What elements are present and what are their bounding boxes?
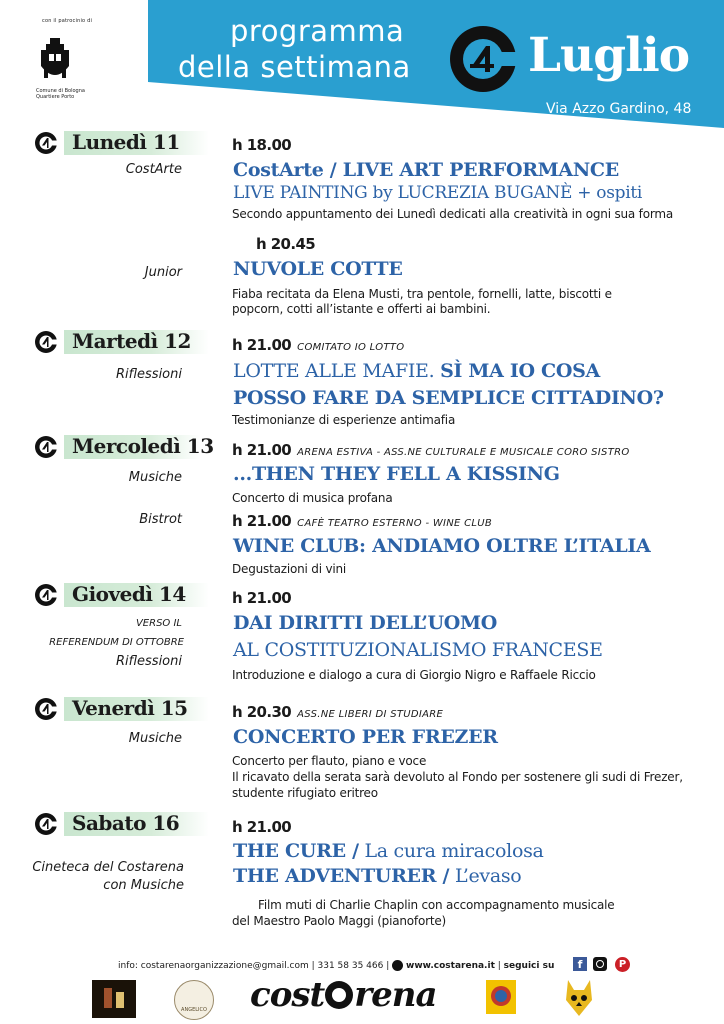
- costarena-logo-icon: [325, 981, 353, 1009]
- facebook-icon[interactable]: f: [573, 957, 587, 971]
- event-category: Musiche: [128, 470, 182, 485]
- venue-address: Via Azzo Gardino, 48: [546, 101, 692, 117]
- event-title-line2: POSSO FARE DA SEMPLICE CITTADINO?: [233, 387, 664, 409]
- event-title: LOTTE ALLE MAFIE. SÌ MA IO COSA: [233, 360, 600, 382]
- event-time: h 21.00 COMITATO IO LOTTO: [232, 336, 405, 354]
- event-description: Il ricavato della serata sarà devoluto al Fondo per sostenere gli sudi di Frezer,: [232, 770, 683, 784]
- day-name: Venerdì 15: [72, 696, 188, 720]
- event-time: h 18.00: [232, 136, 292, 154]
- event-subtitle: LIVE PAINTING by LUCREZIA BUGANÈ + ospiti: [233, 183, 643, 203]
- event-description: Testimonianze di esperienze antimafia: [232, 413, 456, 427]
- event-title: CostArte / LIVE ART PERFORMANCE: [233, 159, 619, 181]
- event-category: Bistrot: [139, 512, 182, 527]
- event-organizer: ARENA ESTIVA - ASS.NE CULTURALE E MUSICALE CORO SISTRO: [297, 447, 630, 458]
- footer-logo-icon: [392, 960, 403, 971]
- costarena-logo-icon: [34, 583, 58, 607]
- event-description: Concerto per flauto, piano e voce: [232, 754, 427, 768]
- event-category-line1: Cineteca del Costarena: [32, 860, 184, 875]
- event-organizer: COMITATO IO LOTTO: [297, 342, 405, 353]
- footer-website[interactable]: www.costarena.it: [406, 961, 495, 971]
- footer-contacts: info: costarenaorganizzazione@gmail.com | 331 58 35 466 | www.costarena.it | seguici su: [118, 961, 555, 971]
- event-time: h 21.00: [232, 589, 292, 607]
- costarena-logo-icon: [34, 812, 58, 836]
- event-title: WINE CLUB: ANDIAMO OLTRE L’ITALIA: [233, 535, 651, 557]
- patronage-note: con il patrocinio di: [42, 18, 93, 24]
- sponsor-logo-2-icon: ANGELICO: [174, 980, 214, 1020]
- sponsor-logo-1-icon: [92, 980, 136, 1018]
- event-description: Fiaba recitata da Elena Musti, tra pentole, fornelli, latte, biscotti e: [232, 287, 612, 301]
- event-category-line2: REFERENDUM DI OTTOBRE: [49, 637, 184, 648]
- header-title-line2: della settimana: [178, 50, 411, 84]
- costarena-logo-icon: [34, 131, 58, 155]
- event-category-line1: VERSO IL: [135, 618, 182, 629]
- day-name: Martedì 12: [72, 329, 191, 353]
- coat-of-arms-icon: [38, 38, 72, 84]
- event-category-line3: Riflessioni: [115, 654, 182, 669]
- costarena-logo-icon: [34, 330, 58, 354]
- event-description: popcorn, cotti all’istante e offerti ai bambini.: [232, 302, 491, 316]
- event-time: h 20.45: [256, 235, 316, 253]
- event-title: CONCERTO PER FREZER: [233, 726, 498, 748]
- event-category: Musiche: [128, 731, 182, 746]
- costarena-logo-icon: [448, 24, 518, 94]
- event-description: Film muti di Charlie Chaplin con accompagnamento musicale: [258, 898, 615, 912]
- event-time: h 20.30 ASS.NE LIBERI DI STUDIARE: [232, 703, 444, 721]
- event-title: ...THEN THEY FELL A KISSING: [233, 463, 560, 485]
- footer-email[interactable]: info: costarenaorganizzazione@gmail.com: [118, 961, 309, 971]
- costarena-logo-icon: [34, 435, 58, 459]
- day-name: Lunedì 11: [72, 130, 180, 154]
- costarena-logo-icon: [34, 697, 58, 721]
- event-description: Introduzione e dialogo a cura di Giorgio Nigro e Raffaele Riccio: [232, 668, 596, 682]
- film-title-1: THE CURE / La cura miracolosa: [233, 840, 544, 862]
- event-title-line2: AL COSTITUZIONALISMO FRANCESE: [233, 639, 603, 661]
- day-name: Giovedì 14: [72, 582, 186, 606]
- event-description: studente rifugiato eritreo: [232, 786, 378, 800]
- footer-follow: seguici su: [503, 961, 555, 971]
- instagram-icon[interactable]: [593, 957, 607, 971]
- event-organizer: ASS.NE LIBERI DI STUDIARE: [297, 709, 444, 720]
- event-title: DAI DIRITTI DELL’UOMO: [233, 612, 498, 634]
- day-name: Sabato 16: [72, 811, 180, 835]
- event-title: NUVOLE COTTE: [233, 258, 403, 280]
- costarena-wordmark: cost rena: [250, 975, 437, 1015]
- pinterest-icon[interactable]: P: [615, 957, 630, 972]
- sponsor-logo-3-icon: [486, 980, 516, 1014]
- coat-caption: Comune di Bologna Quartiere Porto: [36, 88, 85, 100]
- sponsor-logo-4-icon: [564, 978, 594, 1018]
- header: [0, 0, 724, 128]
- event-category-line2: con Musiche: [103, 878, 184, 893]
- event-time: h 21.00 CAFÈ TEATRO ESTERNO - WINE CLUB: [232, 512, 493, 530]
- event-description: Secondo appuntamento dei Lunedì dedicati alla creatività in ogni sua forma: [232, 207, 674, 221]
- day-name: Mercoledì 13: [72, 434, 214, 458]
- event-organizer: CAFÈ TEATRO ESTERNO - WINE CLUB: [297, 518, 493, 529]
- event-category: Junior: [144, 265, 182, 280]
- film-title-2: THE ADVENTURER / L’evaso: [233, 865, 522, 887]
- event-description: Degustazioni di vini: [232, 562, 347, 576]
- event-time: h 21.00: [232, 818, 292, 836]
- event-category: CostArte: [125, 162, 182, 177]
- event-description: del Maestro Paolo Maggi (pianoforte): [232, 914, 446, 928]
- header-title-line1: programma: [230, 14, 405, 48]
- event-time: h 21.00 ARENA ESTIVA - ASS.NE CULTURALE E MUSICALE CORO SISTRO: [232, 441, 630, 459]
- event-category: Riflessioni: [115, 367, 182, 382]
- event-description: Concerto di musica profana: [232, 491, 393, 505]
- footer-phone: 331 58 35 466: [317, 961, 384, 971]
- month-label: Luglio: [528, 28, 690, 83]
